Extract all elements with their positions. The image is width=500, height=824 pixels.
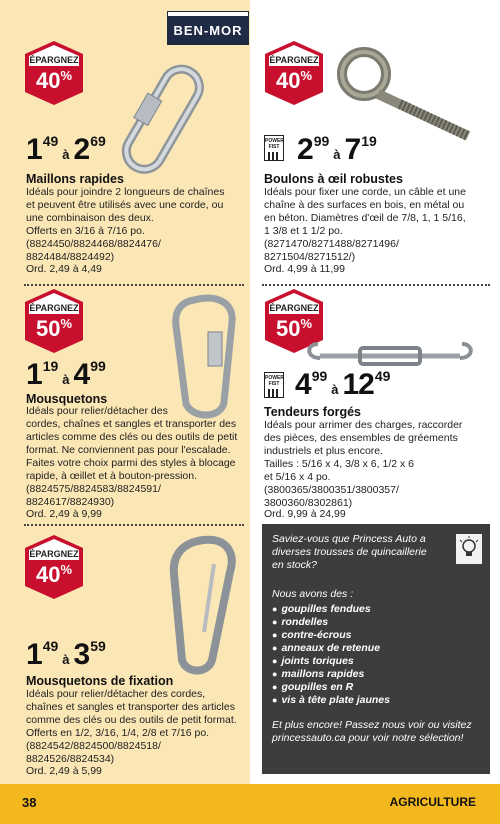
snap-hook-image [160, 532, 250, 678]
tip-lead: Nous avons des : [272, 588, 354, 600]
badge-percent: 40% [35, 562, 73, 587]
savings-badge [24, 288, 84, 354]
savings-badge [264, 40, 324, 106]
divider [24, 284, 244, 286]
badge-label: ÉPARGNEZ [269, 55, 319, 65]
badge-label: ÉPARGNEZ [269, 303, 319, 313]
savings-badge [24, 534, 84, 600]
badge-label: ÉPARGNEZ [29, 55, 79, 65]
product-description: Idéals pour arrimer des charges, raccorder des pièces, des ensembles de gréements industriels et plus encore. Tailles : 5/16 x 4, 3/8 x 6, 1/2 x 6 et 5/16 x 4 po. (3800365/3800351/3800357/ 3800360/8302861) [264, 419, 463, 509]
list-item: ● contre-écrous [272, 629, 480, 642]
price: 299à 719 [297, 133, 377, 166]
list-item: ● rondelles [272, 616, 480, 629]
product-title: Mousquetons [26, 392, 108, 406]
price: 119à 499 [26, 358, 106, 391]
divider [262, 284, 490, 286]
badge-label: ÉPARGNEZ [29, 549, 79, 559]
price: 499à 1249 [295, 368, 391, 401]
product-description: Idéals pour relier/détacher des cordes, chaînes et sangles et transporter des articles comme des clés ou des outils de petit format. Ne conviennent pas pour l'escalade. Faites votre choix parmi des styles à blocage rapide, à œillet et à bouton-pression. (8824575/8824583/8824591/ 8824617/8824930) [26, 405, 238, 508]
tip-outro: Et plus encore! Passez nous voir ou visitez princessauto.ca pour voir notre sélection! [272, 719, 472, 744]
divider [24, 524, 244, 526]
product-title: Tendeurs forgés [264, 405, 362, 419]
list-item: ● goupilles en R [272, 681, 480, 694]
product-description: Idéals pour relier/détacher des cordes, chaînes et sangles et transporter des articles comme des clés ou des outils de petit format. Offerts en 1/2, 3/16, 1/4, 2/8 et 7/16 po. (8824542/8824500/8824518/ 8824526/8824534) [26, 688, 237, 765]
brand-logo: BEN-MOR [168, 12, 248, 44]
price: 149à 359 [26, 638, 106, 671]
tip-list [272, 603, 480, 707]
list-item: ● joints toriques [272, 655, 480, 668]
section-label: AGRICULTURE [389, 795, 476, 809]
product-title: Mousquetons de fixation [26, 674, 174, 688]
price: 149à 269 [26, 133, 106, 166]
power-fist-logo: POWER FIST [264, 372, 284, 398]
quick-link-image [108, 52, 218, 182]
lightbulb-icon [456, 534, 482, 564]
product-description: Idéals pour fixer une corde, un câble et une chaîne à des surfaces en bois, en métal ou en béton. Diamètres d'œil de 7/8, 1, 1 5/16, 1 3/8 et 1 1/2 po. (8271470/8271488/8271496/ 8271504/8271512/) [264, 186, 466, 263]
list-item: ● vis à tête plate jaunes [272, 694, 480, 707]
badge-percent: 50% [275, 316, 313, 341]
tip-box [262, 524, 490, 774]
regular-price: Ord. 2,49 à 5,99 [26, 765, 102, 777]
product-description: Idéals pour joindre 2 longueurs de chaînes et peuvent être utilisés avec une corde, ou une combinaison des deux. Offerts en 3/16 à 7/16 po. (8824450/8824468/8824476/ 8824484/8824492) [26, 186, 225, 263]
list-item: ● anneaux de retenue [272, 642, 480, 655]
turnbuckle-image [300, 338, 480, 372]
power-fist-logo: POWER FIST [264, 135, 284, 161]
page-footer [0, 784, 500, 824]
savings-badge [24, 40, 84, 106]
badge-percent: 50% [35, 316, 73, 341]
tip-intro: Saviez-vous que Princess Auto a diverses trousses de quincaillerie en stock? [272, 533, 427, 571]
product-title: Boulons à œil robustes [264, 172, 403, 186]
page-number: 38 [22, 795, 37, 810]
badge-percent: 40% [35, 68, 73, 93]
badge-percent: 40% [275, 68, 313, 93]
list-item: ● goupilles fendues [272, 603, 480, 616]
regular-price: Ord. 2,49 à 9,99 [26, 508, 102, 520]
regular-price: Ord. 4,99 à 11,99 [264, 263, 345, 275]
list-item: ● maillons rapides [272, 668, 480, 681]
carabiner-image [164, 292, 250, 422]
regular-price: Ord. 9,99 à 24,99 [264, 508, 346, 520]
badge-label: ÉPARGNEZ [29, 303, 79, 313]
product-title: Maillons rapides [26, 172, 124, 186]
regular-price: Ord. 2,49 à 4,49 [26, 263, 102, 275]
